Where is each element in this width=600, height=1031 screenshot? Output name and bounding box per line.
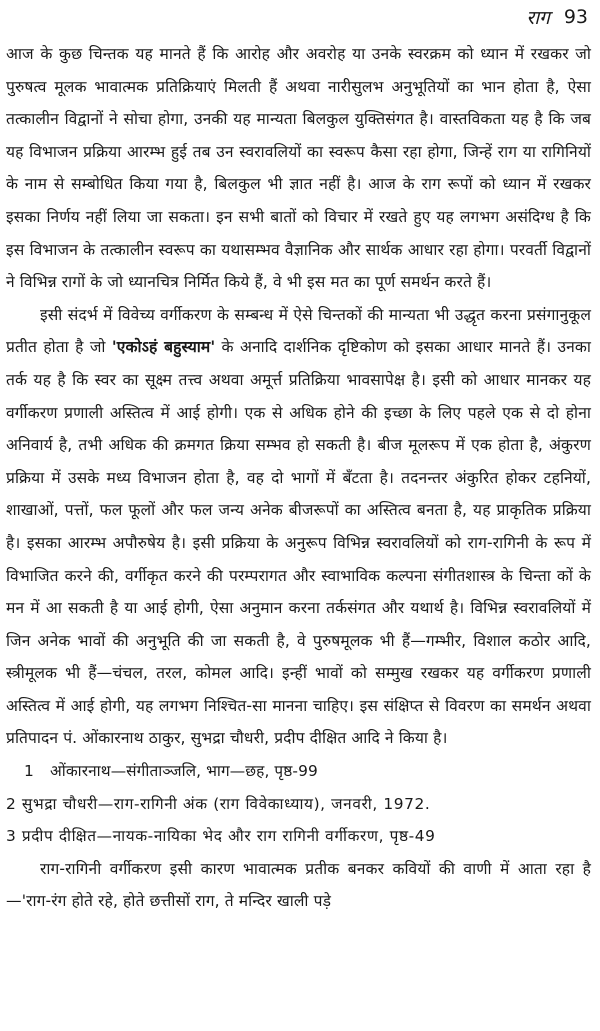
- footnote-1: [6, 755, 591, 788]
- footnote-2-number: 2: [6, 794, 17, 813]
- footnote-1-number: 1: [24, 762, 34, 781]
- footnote-3-number: 3: [6, 827, 17, 846]
- footnote-1-text: ओंकारनाथ—संगीताञ्जलि, भाग—छह, पृष्ठ-99: [50, 762, 318, 781]
- running-header: [526, 0, 588, 34]
- paragraph-2-rest: के अनादि दार्शनिक दृष्टिकोण को इसका आधार मानते हैं। उनका तर्क यह है कि स्वर का सूक्ष्म तत्त्व अथवा अमूर्त्त प्रतिक्रिया भावसापेक्ष है। इसी को आधार मानकर यह वर्गीकरण प्रणाली अस्तित्व में आई होगी। एक से अधिक होने की इच्छा के लिए पहले एक से दो होना अनिवार्य है, तभी अधिक की क्रमगत क्रिया सम्भव हो सकती है। बीज मूलरूप में एक होता है, अंकुरण प्रक्रिया में उसके मध्य विभाजन होता है, वह दो भागों में बँटता है। तदनन्तर अंकुरित होकर टहनियों, शाखाओं, पत्तों, फल फूलों और फल जन्य अनेक बीजरूपों का अस्तित्व बनता है, यह प्राकृतिक प्रक्रिया है। इसका आरम्भ अपौरुषेय है। इसी प्रक्रिया के अनुरूप विभिन्न स्वरावलियों को राग-रागिनी के रूप में विभाजित करने की, वर्गीकृत करने की परम्परागत और स्वाभाविक कल्पना संगीतशास्त्र के चिन्ता कों के मन में आ सकती है या आई होगी, ऐसा अनुमान करना तर्कसंगत और यथार्थ है। विभिन्न स्वरावलियों में जिन अनेक भावों की अनुभूति की जा सकती है, वे पुरुषमूलक भी हैं—गम्भीर, विशाल कठोर आदि, स्त्रीमूलक भी हैं—चंचल, तरल, कोमल आदि। इन्हीं भावों को सम्मुख रखकर यह वर्गीकरण प्रणाली अस्तित्व में आई होगी, यह लगभग निश्चित-सा मानना चाहिए। इस संक्षिप्त से विवरण का समर्थन अथवा प्रतिपादन पं. ओंकारनाथ ठाकुर, सुभद्रा चौधरी, प्रदीप दीक्षित आदि ने किया है।: [6, 338, 591, 748]
- paragraph-2: [6, 299, 591, 755]
- paragraph-1: आज के कुछ चिन्तक यह मानते हैं कि आरोह और अवरोह या उनके स्वरक्रम को ध्यान में रखकर जो पुरुषत्व मूलक भावात्मक प्रतिक्रियाएं मिलती हैं अथवा नारीसुलभ अनुभूतियों का भान होता है, ऐसा तत्कालीन विद्वानों ने सोचा होगा, उनकी यह मान्यता बिलकुल युक्तिसंगत है। वास्तविकता यह है कि जब यह विभाजन प्रक्रिया आरम्भ हुई तब उन स्वरावलियों का स्वरूप कैसा रहा होगा, जिन्हें राग या रागिनियों के नाम से सम्बोधित किया गया है, बिलकुल भी ज्ञात नहीं है। आज के राग रूपों को ध्यान में रखकर इसका निर्णय नहीं लिया जा सकता। इन सभी बातों को विचार में रखते हुए यह लगभग असंदिग्ध है कि इस विभाजन के तत्कालीन स्वरूप का यथासम्भव वैज्ञानिक और सार्थक आधार रहा होगा। परवर्ती विद्वानों ने विभिन्न रागों के जो ध्यानचित्र निर्मित किये हैं, वे भी इस मत का पूर्ण समर्थन करते हैं।: [6, 45, 591, 292]
- page-number: 93: [563, 6, 588, 28]
- footnote-2-text: सुभद्रा चौधरी—राग-रागिनी अंक (राग विवेकाध्याय), जनवरी, 1972.: [21, 794, 431, 813]
- paragraph-2-start: इसी संदर्भ में विवेच्य वर्गीकरण के सम्बन्ध में ऐसे चिन्तकों की मान्यता भी उद्धृत करना प्रसंगानुकूल प्रतीत होता है जो: [6, 305, 591, 357]
- chapter-title: राग: [526, 7, 550, 29]
- main-text: [6, 38, 591, 918]
- footnote-3: [6, 820, 591, 853]
- footnote-2: [6, 788, 591, 821]
- quoted-phrase: 'एकोऽहं बहुस्याम': [111, 338, 216, 357]
- footnote-3-text: प्रदीप दीक्षित—नायक-नायिका भेद और राग रागिनी वर्गीकरण, पृष्ठ-49: [21, 827, 436, 846]
- paragraph-3: राग-रागिनी वर्गीकरण इसी कारण भावात्मक प्रतीक बनकर कवियों की वाणी में आता रहा है—'राग-रंग होते रहे, होते छत्तीसों राग, ते मन्दिर खाली पड़े: [6, 859, 591, 911]
